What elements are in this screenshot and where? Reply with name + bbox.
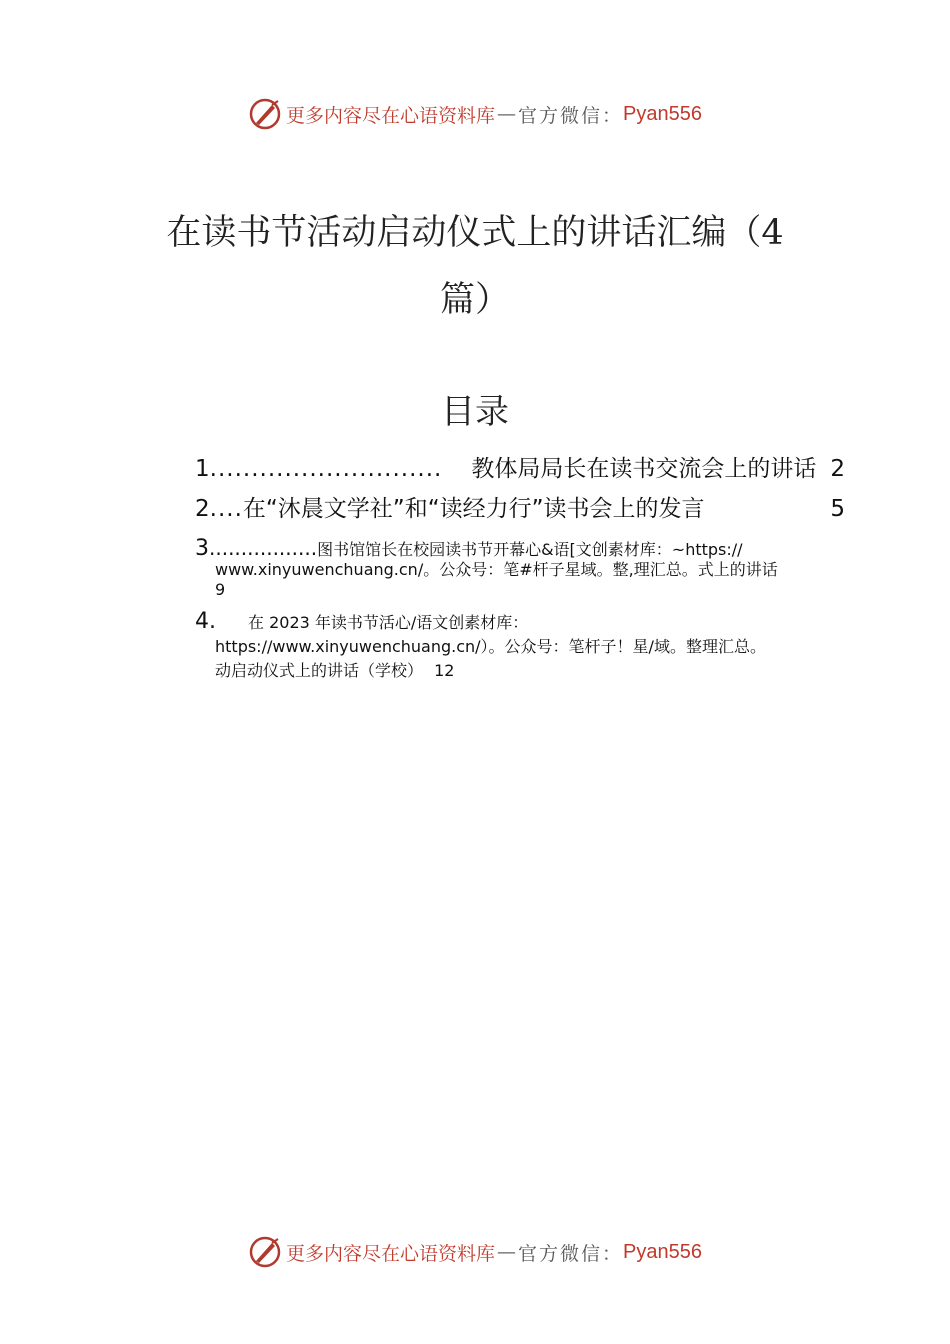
banner-dash: — — [497, 103, 517, 125]
toc-item-3-leader: ................. — [209, 536, 318, 560]
toc-item-3-text-line-1: 图书馆馆长在校园读书节开幕心&语[文创素材库：~https:// — [317, 540, 743, 559]
toc-item-1-page: 2 — [830, 456, 845, 482]
toc-item-4-page: 12 — [434, 661, 455, 680]
banner-dash: — — [497, 1241, 517, 1263]
toc-item-2-text: 在“沐晨文学社”和“读经力行”读书会上的发言 — [242, 496, 705, 522]
banner-wechat-id: Pyan556 — [623, 102, 702, 125]
banner-text: 更多内容尽在心语资料库 — [286, 1242, 496, 1265]
toc-item-1[interactable] — [195, 450, 845, 490]
toc-item-4[interactable] — [195, 610, 845, 683]
toc-item-4-text-line-1: 在 2023 年读书节活心/语文创素材库： — [248, 613, 529, 632]
title-line-1: 在读书节活动启动仪式上的讲话汇编（4 — [166, 213, 784, 253]
table-of-contents — [195, 450, 845, 683]
banner-official-label: 官方微信： — [518, 104, 624, 127]
document-title — [150, 200, 800, 334]
toc-item-3[interactable] — [195, 536, 845, 602]
toc-item-1-text: 教体局局长在读书交流会上的讲话 — [471, 456, 817, 482]
banner-official-label: 官方微信： — [518, 1242, 624, 1265]
toc-item-2[interactable] — [195, 490, 845, 530]
toc-item-2-page: 5 — [830, 496, 845, 522]
toc-item-3-text-line-2: www.xinyuwenchuang.cn/。公众号：笔#杆子星域。整,理汇总。式上的讲话 — [215, 560, 778, 579]
toc-item-4-text-line-3: 动启动仪式上的讲话（学校） — [215, 661, 424, 680]
toc-item-4-number: 4. — [195, 609, 216, 634]
title-line-2: 篇） — [439, 280, 510, 320]
banner-wechat-id: Pyan556 — [623, 1240, 702, 1263]
toc-item-4-text-line-2: https://www.xinyuwenchuang.cn/）。公众号：笔杆子！星/域。整理汇总。 — [215, 637, 766, 656]
header-banner — [0, 94, 950, 134]
toc-item-2-leader: .... — [209, 496, 243, 522]
banner-text: 更多内容尽在心语资料库 — [286, 104, 496, 127]
toc-heading: 目录 — [441, 392, 509, 432]
quill-logo-icon — [248, 97, 282, 131]
toc-item-2-number: 2 — [195, 496, 210, 522]
quill-logo-icon — [248, 1235, 282, 1269]
toc-item-1-leader: ............................ — [209, 456, 443, 482]
toc-item-3-number: 3 — [195, 536, 209, 561]
footer-banner — [0, 1232, 950, 1272]
toc-item-3-page: 9 — [215, 580, 226, 599]
toc-item-1-number: 1 — [195, 456, 210, 482]
